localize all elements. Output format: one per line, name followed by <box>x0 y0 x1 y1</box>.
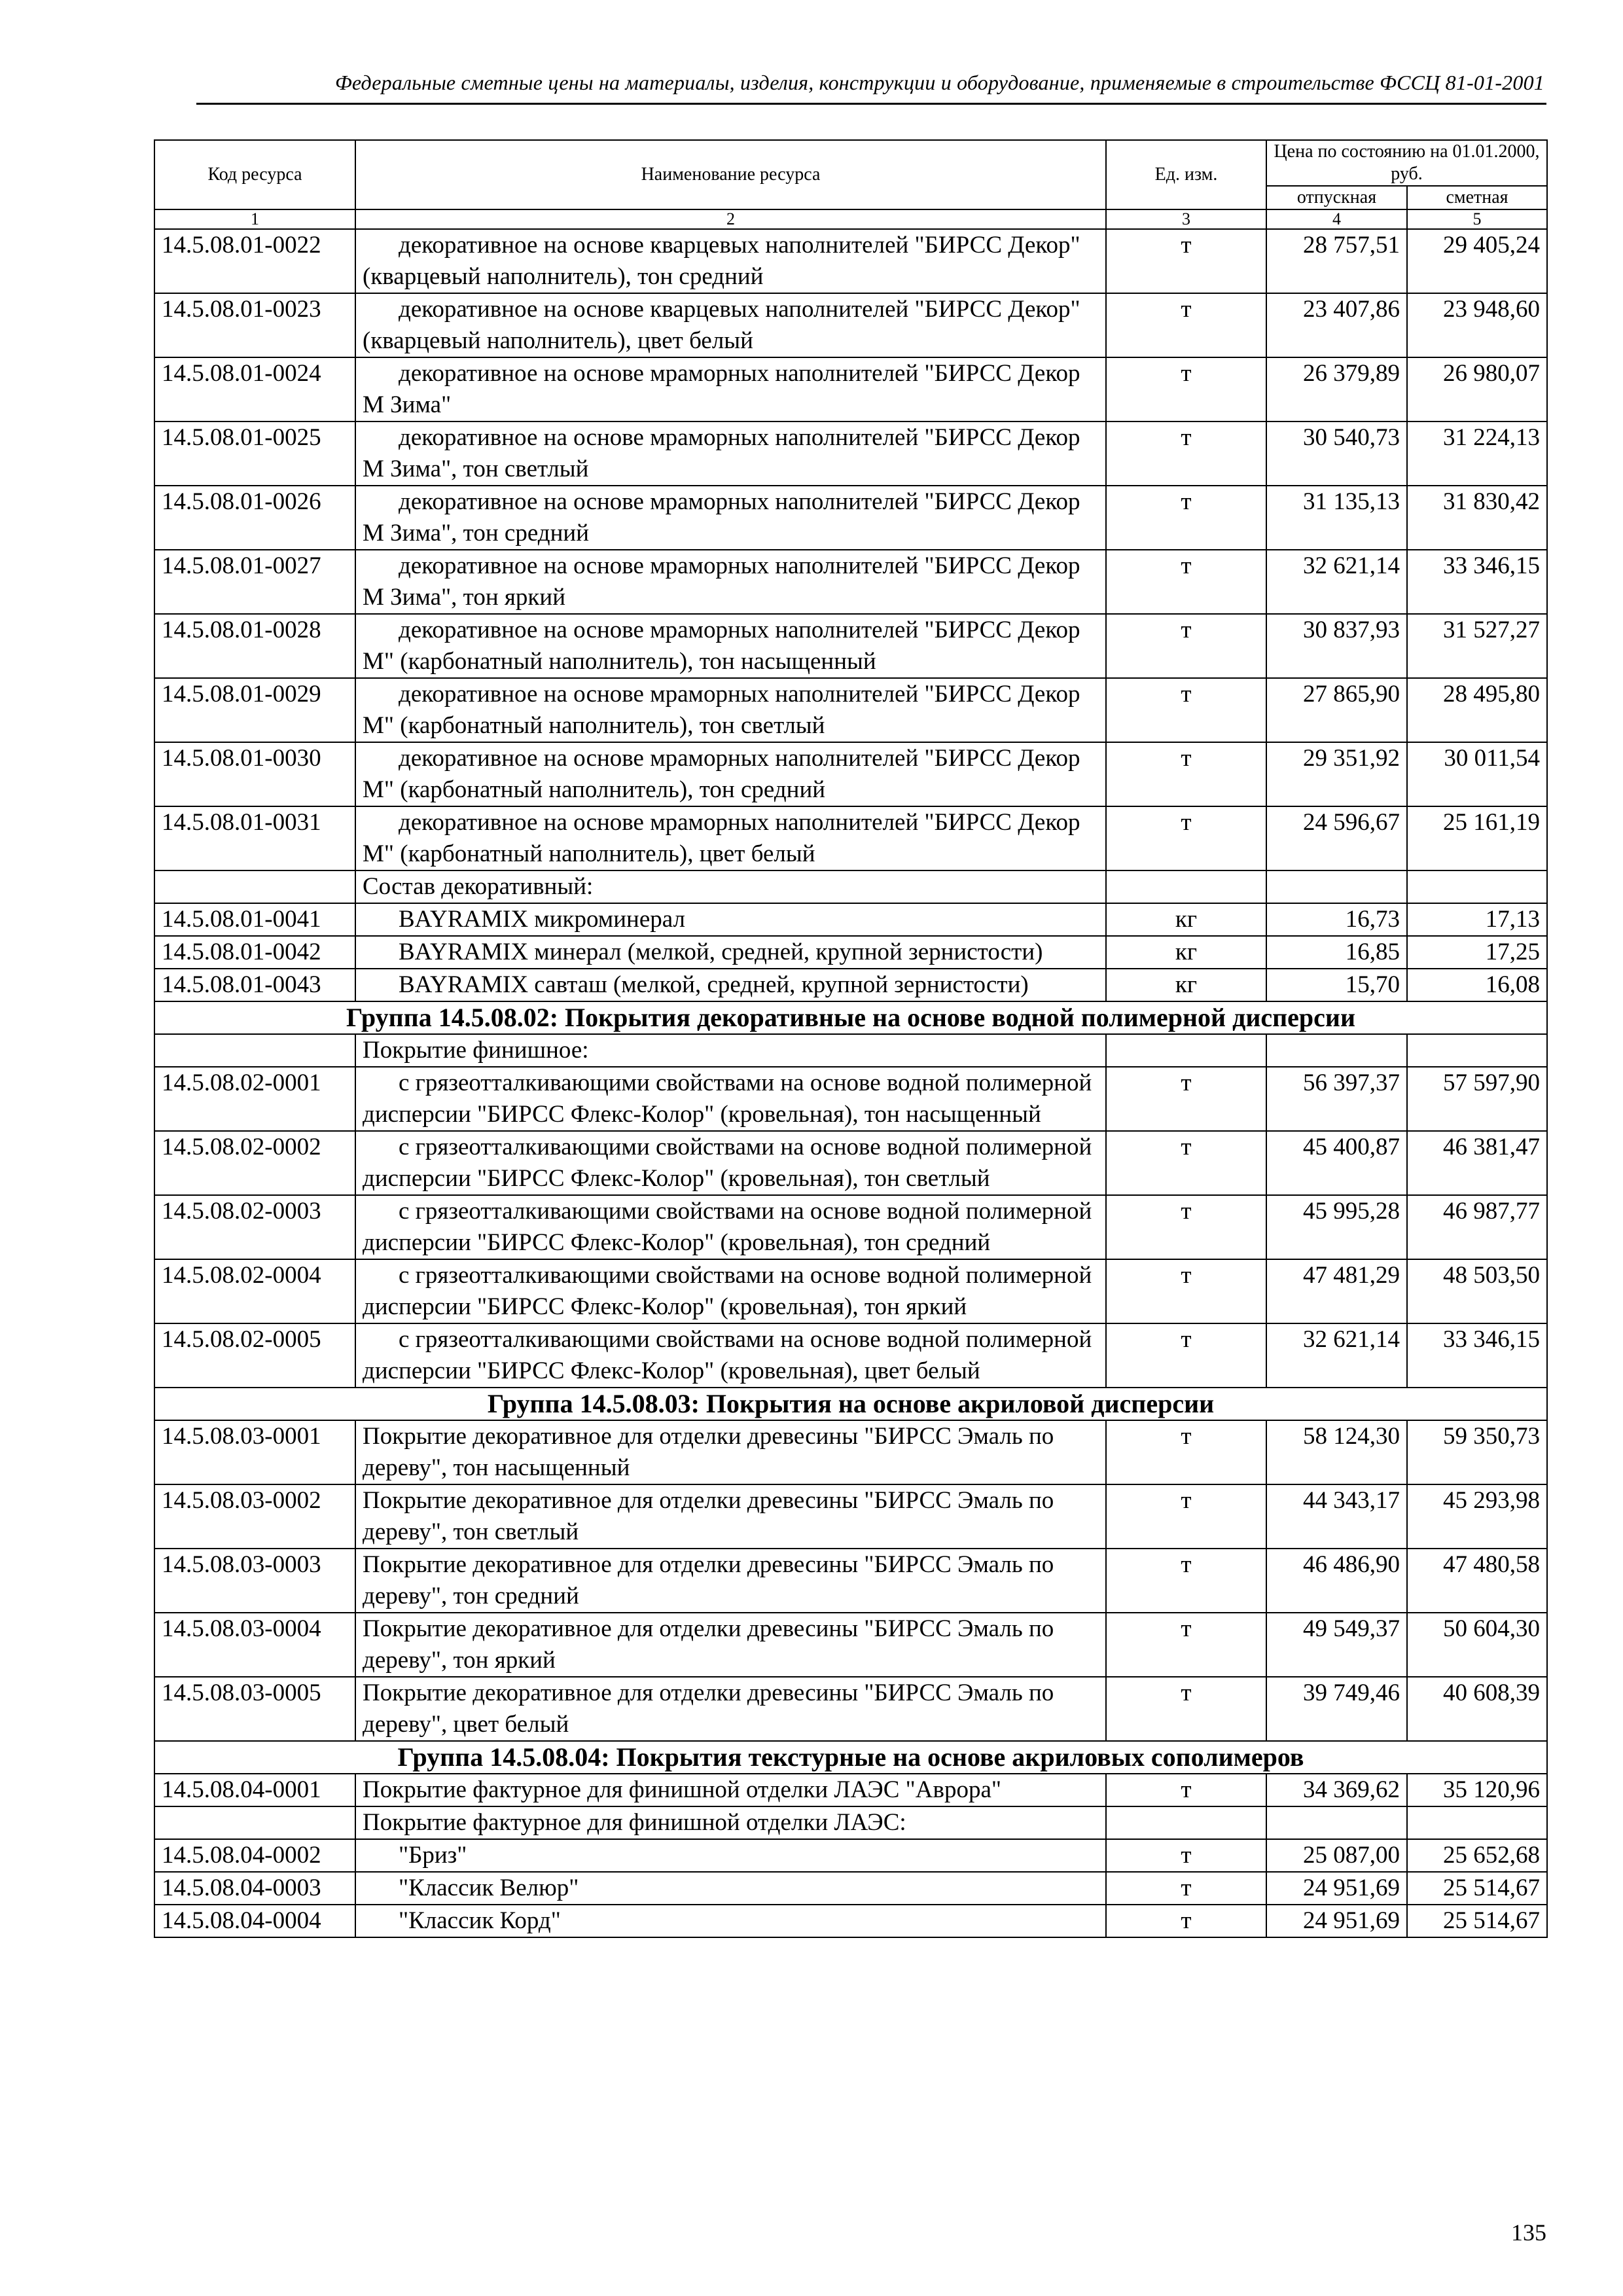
estimate-price-cell: 59 350,73 <box>1407 1420 1547 1484</box>
estimate-price-cell: 45 293,98 <box>1407 1484 1547 1549</box>
subheading-row <box>154 1806 1547 1839</box>
resource-code-cell: 14.5.08.03-0004 <box>154 1613 355 1677</box>
column-number: 5 <box>1407 209 1547 229</box>
column-header-unit: Ед. изм. <box>1106 140 1266 209</box>
empty-cell <box>1407 1034 1547 1067</box>
resource-code-cell: 14.5.08.01-0029 <box>154 678 355 742</box>
release-price-cell: 46 486,90 <box>1266 1549 1407 1613</box>
release-price-cell: 28 757,51 <box>1266 229 1407 293</box>
table-row <box>154 1774 1547 1806</box>
empty-cell <box>1407 1806 1547 1839</box>
empty-cell <box>1407 870 1547 903</box>
resource-name-cell: Покрытие декоративное для отделки древесины "БИРСС Эмаль по дереву", тон яркий <box>355 1613 1106 1677</box>
unit-cell: т <box>1106 1677 1266 1741</box>
empty-cell <box>1266 1034 1407 1067</box>
resource-code-cell: 14.5.08.02-0002 <box>154 1131 355 1195</box>
unit-cell: кг <box>1106 903 1266 936</box>
release-price-cell: 16,73 <box>1266 903 1407 936</box>
resource-code-cell: 14.5.08.01-0026 <box>154 486 355 550</box>
estimate-price-cell: 47 480,58 <box>1407 1549 1547 1613</box>
unit-cell: т <box>1106 1549 1266 1613</box>
resource-name-cell: декоративное на основе мраморных наполнителей "БИРСС Декор М Зима", тон средний <box>355 486 1106 550</box>
resource-code-cell: 14.5.08.03-0001 <box>154 1420 355 1484</box>
table-row <box>154 422 1547 486</box>
empty-cell <box>154 1806 355 1839</box>
estimate-price-cell: 26 980,07 <box>1407 357 1547 422</box>
resource-code-cell: 14.5.08.01-0027 <box>154 550 355 614</box>
group-heading: Группа 14.5.08.03: Покрытия на основе акриловой дисперсии <box>154 1388 1547 1420</box>
estimate-price-cell: 35 120,96 <box>1407 1774 1547 1806</box>
release-price-cell: 56 397,37 <box>1266 1067 1407 1131</box>
column-number: 4 <box>1266 209 1407 229</box>
release-price-cell: 32 621,14 <box>1266 1323 1407 1388</box>
unit-cell: т <box>1106 1872 1266 1905</box>
unit-cell: т <box>1106 1195 1266 1259</box>
table-row <box>154 550 1547 614</box>
resource-name-cell: Покрытие декоративное для отделки древесины "БИРСС Эмаль по дереву", тон насыщенный <box>355 1420 1106 1484</box>
table-row <box>154 969 1547 1001</box>
release-price-cell: 30 540,73 <box>1266 422 1407 486</box>
empty-cell <box>1266 870 1407 903</box>
release-price-cell: 27 865,90 <box>1266 678 1407 742</box>
unit-cell: т <box>1106 486 1266 550</box>
header-rule <box>196 103 1546 105</box>
empty-cell <box>154 870 355 903</box>
table-row <box>154 357 1547 422</box>
column-header-price-estimate: сметная <box>1407 186 1547 209</box>
resource-name-cell: с грязеотталкивающими свойствами на основе водной полимерной дисперсии "БИРСС Флекс-Колор" (кровельная), тон насыщенный <box>355 1067 1106 1131</box>
empty-cell <box>154 1034 355 1067</box>
resource-name-cell: декоративное на основе мраморных наполнителей "БИРСС Декор М Зима" <box>355 357 1106 422</box>
column-number: 3 <box>1106 209 1266 229</box>
unit-cell: кг <box>1106 969 1266 1001</box>
resource-name-cell: с грязеотталкивающими свойствами на основе водной полимерной дисперсии "БИРСС Флекс-Колор" (кровельная), тон яркий <box>355 1259 1106 1323</box>
unit-cell: т <box>1106 1420 1266 1484</box>
resource-code-cell: 14.5.08.04-0004 <box>154 1905 355 1937</box>
unit-cell: т <box>1106 1259 1266 1323</box>
column-header-price-release: отпускная <box>1266 186 1407 209</box>
unit-cell: т <box>1106 614 1266 678</box>
release-price-cell: 58 124,30 <box>1266 1420 1407 1484</box>
unit-cell: т <box>1106 742 1266 806</box>
resource-name-cell: декоративное на основе мраморных наполнителей "БИРСС Декор М" (карбонатный наполнитель), тон светлый <box>355 678 1106 742</box>
resource-code-cell: 14.5.08.02-0003 <box>154 1195 355 1259</box>
resource-name-cell: с грязеотталкивающими свойствами на основе водной полимерной дисперсии "БИРСС Флекс-Колор" (кровельная), тон средний <box>355 1195 1106 1259</box>
resource-name-cell: Покрытие декоративное для отделки древесины "БИРСС Эмаль по дереву", тон средний <box>355 1549 1106 1613</box>
resource-code-cell: 14.5.08.04-0001 <box>154 1774 355 1806</box>
estimate-price-cell: 25 652,68 <box>1407 1839 1547 1872</box>
release-price-cell: 24 951,69 <box>1266 1872 1407 1905</box>
resource-name-cell: декоративное на основе мраморных наполнителей "БИРСС Декор М Зима", тон светлый <box>355 422 1106 486</box>
group-heading-row <box>154 1001 1547 1034</box>
release-price-cell: 45 995,28 <box>1266 1195 1407 1259</box>
resource-name-cell: Покрытие декоративное для отделки древесины "БИРСС Эмаль по дереву", тон светлый <box>355 1484 1106 1549</box>
table-row <box>154 1872 1547 1905</box>
empty-cell <box>1266 1806 1407 1839</box>
resource-name-cell: BAYRAMIX савташ (мелкой, средней, крупной зернистости) <box>355 969 1106 1001</box>
subheading-row <box>154 870 1547 903</box>
table-row <box>154 1067 1547 1131</box>
table-row <box>154 486 1547 550</box>
unit-cell: т <box>1106 678 1266 742</box>
unit-cell: т <box>1106 806 1266 870</box>
column-header-price: Цена по состоянию на 01.01.2000, руб. <box>1266 140 1547 186</box>
unit-cell: кг <box>1106 936 1266 969</box>
subheading-label: Покрытие финишное: <box>355 1034 1106 1067</box>
resource-code-cell: 14.5.08.02-0001 <box>154 1067 355 1131</box>
table-row <box>154 903 1547 936</box>
release-price-cell: 24 596,67 <box>1266 806 1407 870</box>
release-price-cell: 30 837,93 <box>1266 614 1407 678</box>
unit-cell: т <box>1106 1323 1266 1388</box>
release-price-cell: 31 135,13 <box>1266 486 1407 550</box>
resource-name-cell: Покрытие декоративное для отделки древесины "БИРСС Эмаль по дереву", цвет белый <box>355 1677 1106 1741</box>
estimate-price-cell: 28 495,80 <box>1407 678 1547 742</box>
estimate-price-cell: 46 381,47 <box>1407 1131 1547 1195</box>
table-row <box>154 1131 1547 1195</box>
estimate-price-cell: 31 224,13 <box>1407 422 1547 486</box>
estimate-price-cell: 25 514,67 <box>1407 1872 1547 1905</box>
column-number: 2 <box>355 209 1106 229</box>
column-number: 1 <box>154 209 355 229</box>
unit-cell: т <box>1106 1613 1266 1677</box>
unit-cell: т <box>1106 229 1266 293</box>
subheading-row <box>154 1034 1547 1067</box>
release-price-cell: 24 951,69 <box>1266 1905 1407 1937</box>
estimate-price-cell: 33 346,15 <box>1407 1323 1547 1388</box>
estimate-price-cell: 29 405,24 <box>1407 229 1547 293</box>
resource-code-cell: 14.5.08.03-0002 <box>154 1484 355 1549</box>
resource-name-cell: декоративное на основе мраморных наполнителей "БИРСС Декор М" (карбонатный наполнитель), цвет белый <box>355 806 1106 870</box>
resource-code-cell: 14.5.08.01-0024 <box>154 357 355 422</box>
page-number: 135 <box>1511 2219 1546 2246</box>
estimate-price-cell: 33 346,15 <box>1407 550 1547 614</box>
release-price-cell: 25 087,00 <box>1266 1839 1407 1872</box>
table-row <box>154 1323 1547 1388</box>
estimate-price-cell: 31 527,27 <box>1407 614 1547 678</box>
resource-name-cell: Покрытие фактурное для финишной отделки ЛАЭС "Аврора" <box>355 1774 1106 1806</box>
resource-code-cell: 14.5.08.04-0002 <box>154 1839 355 1872</box>
resource-name-cell: "Бриз" <box>355 1839 1106 1872</box>
resource-code-cell: 14.5.08.01-0028 <box>154 614 355 678</box>
column-header-name: Наименование ресурса <box>355 140 1106 209</box>
table-row <box>154 1839 1547 1872</box>
estimate-price-cell: 48 503,50 <box>1407 1259 1547 1323</box>
resource-code-cell: 14.5.08.01-0025 <box>154 422 355 486</box>
table-row <box>154 1195 1547 1259</box>
table-row <box>154 936 1547 969</box>
resource-name-cell: BAYRAMIX микроминерал <box>355 903 1106 936</box>
table-row <box>154 742 1547 806</box>
resource-code-cell: 14.5.08.02-0005 <box>154 1323 355 1388</box>
resource-code-cell: 14.5.08.04-0003 <box>154 1872 355 1905</box>
table-row <box>154 1549 1547 1613</box>
table-row <box>154 293 1547 357</box>
resource-code-cell: 14.5.08.01-0023 <box>154 293 355 357</box>
subheading-label: Состав декоративный: <box>355 870 1106 903</box>
group-heading: Группа 14.5.08.04: Покрытия текстурные на основе акриловых сополимеров <box>154 1741 1547 1774</box>
group-heading: Группа 14.5.08.02: Покрытия декоративные на основе водной полимерной дисперсии <box>154 1001 1547 1034</box>
table-body <box>154 229 1547 1937</box>
empty-cell <box>1106 870 1266 903</box>
estimate-price-cell: 23 948,60 <box>1407 293 1547 357</box>
estimate-price-cell: 30 011,54 <box>1407 742 1547 806</box>
resource-price-table <box>154 139 1548 1938</box>
resource-code-cell: 14.5.08.01-0022 <box>154 229 355 293</box>
empty-cell <box>1106 1034 1266 1067</box>
resource-name-cell: декоративное на основе мраморных наполнителей "БИРСС Декор М" (карбонатный наполнитель), тон насыщенный <box>355 614 1106 678</box>
release-price-cell: 49 549,37 <box>1266 1613 1407 1677</box>
resource-name-cell: декоративное на основе мраморных наполнителей "БИРСС Декор М Зима", тон яркий <box>355 550 1106 614</box>
resource-name-cell: "Классик Велюр" <box>355 1872 1106 1905</box>
unit-cell: т <box>1106 422 1266 486</box>
estimate-price-cell: 25 514,67 <box>1407 1905 1547 1937</box>
resource-code-cell: 14.5.08.03-0005 <box>154 1677 355 1741</box>
resource-code-cell: 14.5.08.03-0003 <box>154 1549 355 1613</box>
resource-name-cell: декоративное на основе мраморных наполнителей "БИРСС Декор М" (карбонатный наполнитель), тон средний <box>355 742 1106 806</box>
estimate-price-cell: 16,08 <box>1407 969 1547 1001</box>
unit-cell: т <box>1106 1067 1266 1131</box>
unit-cell: т <box>1106 550 1266 614</box>
resource-code-cell: 14.5.08.02-0004 <box>154 1259 355 1323</box>
release-price-cell: 26 379,89 <box>1266 357 1407 422</box>
resource-code-cell: 14.5.08.01-0043 <box>154 969 355 1001</box>
unit-cell: т <box>1106 1839 1266 1872</box>
resource-code-cell: 14.5.08.01-0031 <box>154 806 355 870</box>
table-row <box>154 806 1547 870</box>
estimate-price-cell: 31 830,42 <box>1407 486 1547 550</box>
unit-cell: т <box>1106 293 1266 357</box>
column-header-code: Код ресурса <box>154 140 355 209</box>
resource-name-cell: декоративное на основе кварцевых наполнителей "БИРСС Декор" (кварцевый наполнитель), цвет белый <box>355 293 1106 357</box>
group-heading-row <box>154 1388 1547 1420</box>
release-price-cell: 29 351,92 <box>1266 742 1407 806</box>
release-price-cell: 45 400,87 <box>1266 1131 1407 1195</box>
table-row <box>154 614 1547 678</box>
table-row <box>154 1484 1547 1549</box>
unit-cell: т <box>1106 1484 1266 1549</box>
subheading-label: Покрытие фактурное для финишной отделки ЛАЭС: <box>355 1806 1106 1839</box>
running-header: Федеральные сметные цены на материалы, изделия, конструкции и оборудование, применяемые в строительстве ФССЦ 81-01-2001 <box>334 71 1544 94</box>
release-price-cell: 16,85 <box>1266 936 1407 969</box>
table-row <box>154 1259 1547 1323</box>
estimate-price-cell: 40 608,39 <box>1407 1677 1547 1741</box>
estimate-price-cell: 46 987,77 <box>1407 1195 1547 1259</box>
resource-name-cell: с грязеотталкивающими свойствами на основе водной полимерной дисперсии "БИРСС Флекс-Колор" (кровельная), тон светлый <box>355 1131 1106 1195</box>
estimate-price-cell: 17,13 <box>1407 903 1547 936</box>
empty-cell <box>1106 1806 1266 1839</box>
resource-name-cell: с грязеотталкивающими свойствами на основе водной полимерной дисперсии "БИРСС Флекс-Колор" (кровельная), цвет белый <box>355 1323 1106 1388</box>
estimate-price-cell: 25 161,19 <box>1407 806 1547 870</box>
unit-cell: т <box>1106 1131 1266 1195</box>
estimate-price-cell: 17,25 <box>1407 936 1547 969</box>
resource-name-cell: BAYRAMIX минерал (мелкой, средней, крупной зернистости) <box>355 936 1106 969</box>
release-price-cell: 39 749,46 <box>1266 1677 1407 1741</box>
table-row <box>154 678 1547 742</box>
table-row <box>154 1420 1547 1484</box>
release-price-cell: 44 343,17 <box>1266 1484 1407 1549</box>
resource-name-cell: "Классик Корд" <box>355 1905 1106 1937</box>
resource-name-cell: декоративное на основе кварцевых наполнителей "БИРСС Декор" (кварцевый наполнитель), тон средний <box>355 229 1106 293</box>
estimate-price-cell: 50 604,30 <box>1407 1613 1547 1677</box>
table-row <box>154 1905 1547 1937</box>
unit-cell: т <box>1106 1905 1266 1937</box>
resource-code-cell: 14.5.08.01-0030 <box>154 742 355 806</box>
table-row <box>154 229 1547 293</box>
estimate-price-cell: 57 597,90 <box>1407 1067 1547 1131</box>
resource-code-cell: 14.5.08.01-0042 <box>154 936 355 969</box>
group-heading-row <box>154 1741 1547 1774</box>
release-price-cell: 23 407,86 <box>1266 293 1407 357</box>
release-price-cell: 47 481,29 <box>1266 1259 1407 1323</box>
resource-code-cell: 14.5.08.01-0041 <box>154 903 355 936</box>
unit-cell: т <box>1106 357 1266 422</box>
release-price-cell: 32 621,14 <box>1266 550 1407 614</box>
table-row <box>154 1677 1547 1741</box>
release-price-cell: 15,70 <box>1266 969 1407 1001</box>
release-price-cell: 34 369,62 <box>1266 1774 1407 1806</box>
unit-cell: т <box>1106 1774 1266 1806</box>
table-row <box>154 1613 1547 1677</box>
